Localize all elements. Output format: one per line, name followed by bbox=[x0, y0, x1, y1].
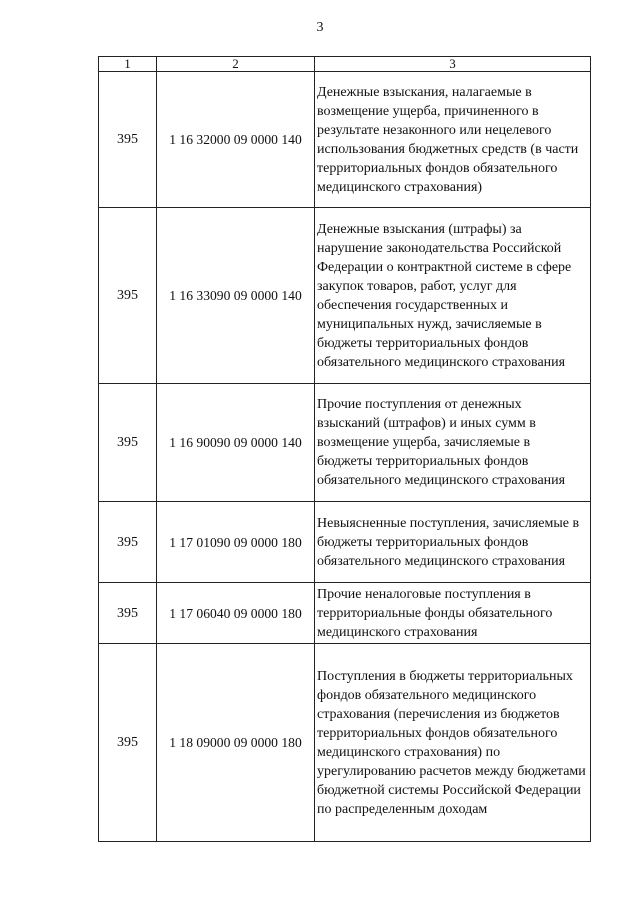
admin-code-cell: 395 bbox=[99, 384, 157, 502]
admin-code-cell: 395 bbox=[99, 72, 157, 208]
table-row bbox=[99, 384, 591, 502]
header-col-1: 1 bbox=[99, 57, 157, 72]
admin-code-cell: 395 bbox=[99, 208, 157, 384]
budget-codes-table bbox=[98, 56, 591, 842]
table-row bbox=[99, 644, 591, 842]
description-cell: Прочие неналоговые поступления в территориальные фонды обязательного медицинского страхования bbox=[315, 583, 591, 644]
table-row bbox=[99, 72, 591, 208]
table-row bbox=[99, 502, 591, 583]
table-row bbox=[99, 583, 591, 644]
table-row bbox=[99, 208, 591, 384]
description-cell: Прочие поступления от денежных взысканий (штрафов) и иных сумм в возмещение ущерба, зачисляемые в бюджеты территориальных фондов обязательного медицинского страхования bbox=[315, 384, 591, 502]
admin-code-cell: 395 bbox=[99, 644, 157, 842]
description-cell: Невыясненные поступления, зачисляемые в бюджеты территориальных фондов обязательного медицинского страхования bbox=[315, 502, 591, 583]
description-cell: Денежные взыскания, налагаемые в возмещение ущерба, причиненного в результате незаконного или нецелевого использования бюджетных средств (в части территориальных фондов обязательного медицинского страхования) bbox=[315, 72, 591, 208]
table-header-row bbox=[99, 57, 591, 72]
header-col-2: 2 bbox=[157, 57, 315, 72]
admin-code-cell: 395 bbox=[99, 583, 157, 644]
description-cell: Денежные взыскания (штрафы) за нарушение законодательства Российской Федерации о контрактной системе в сфере закупок товаров, работ, услуг для обеспечения государственных и муниципальных нужд, зачисляемые в бюджеты территориальных фондов обязательного медицинского страхования bbox=[315, 208, 591, 384]
description-cell: Поступления в бюджеты территориальных фондов обязательного медицинского страхования (перечисления из бюджетов территориальных фондов обязательного медицинского страхования) по урегулированию расчетов между бюджетами бюджетной системы Российской Федерации по распределенным доходам bbox=[315, 644, 591, 842]
budget-code-cell: 1 16 32000 09 0000 140 bbox=[157, 72, 315, 208]
admin-code-cell: 395 bbox=[99, 502, 157, 583]
budget-code-cell: 1 17 01090 09 0000 180 bbox=[157, 502, 315, 583]
page-number: 3 bbox=[316, 20, 324, 35]
budget-code-cell: 1 17 06040 09 0000 180 bbox=[157, 583, 315, 644]
budget-code-cell: 1 16 90090 09 0000 140 bbox=[157, 384, 315, 502]
budget-code-cell: 1 16 33090 09 0000 140 bbox=[157, 208, 315, 384]
header-col-3: 3 bbox=[315, 57, 591, 72]
budget-code-cell: 1 18 09000 09 0000 180 bbox=[157, 644, 315, 842]
